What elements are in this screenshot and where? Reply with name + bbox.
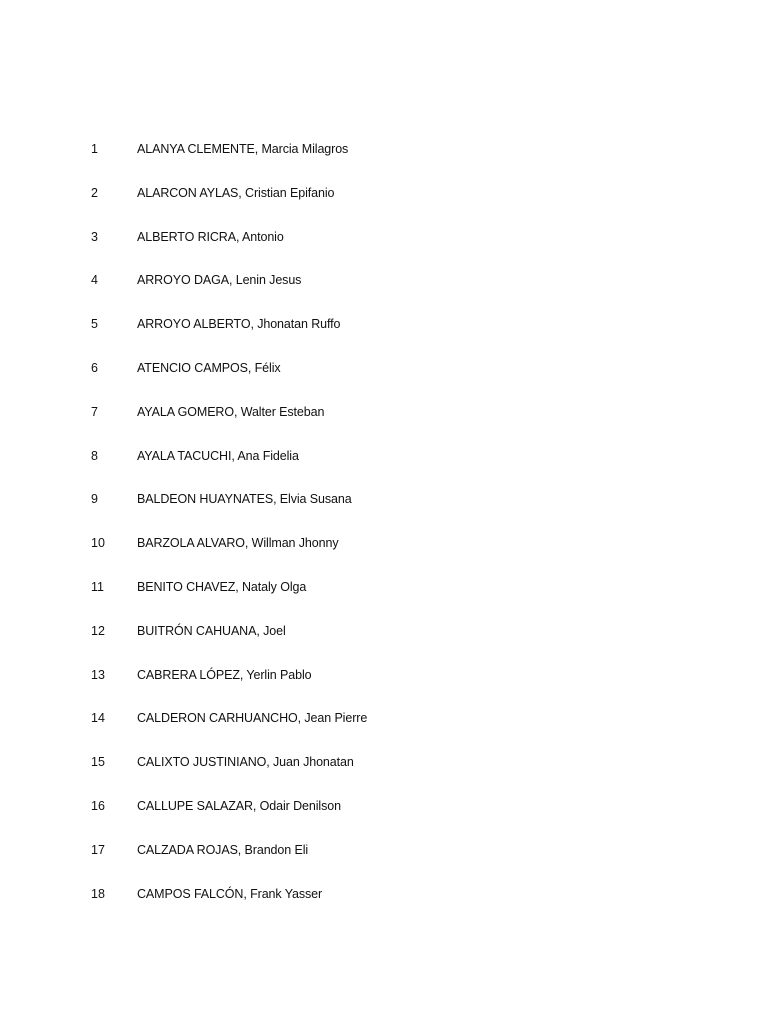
item-number: 5 bbox=[91, 317, 98, 332]
list-item bbox=[91, 140, 691, 184]
item-name: BALDEON HUAYNATES, Elvia Susana bbox=[137, 492, 352, 507]
list-item bbox=[91, 403, 691, 447]
list-item bbox=[91, 184, 691, 228]
item-name: BARZOLA ALVARO, Willman Jhonny bbox=[137, 536, 339, 551]
item-number: 10 bbox=[91, 536, 105, 551]
list-item bbox=[91, 622, 691, 666]
item-number: 13 bbox=[91, 667, 105, 682]
item-name: ARROYO DAGA, Lenin Jesus bbox=[137, 273, 302, 288]
item-number: 7 bbox=[91, 404, 98, 419]
item-number: 9 bbox=[91, 492, 98, 507]
item-number: 12 bbox=[91, 623, 105, 638]
list-item bbox=[91, 578, 691, 622]
item-number: 11 bbox=[91, 579, 104, 594]
list-item bbox=[91, 885, 691, 929]
item-name: ALBERTO RICRA, Antonio bbox=[137, 229, 284, 244]
item-name: ALARCON AYLAS, Cristian Epifanio bbox=[137, 185, 335, 200]
list-item bbox=[91, 490, 691, 534]
item-name: ATENCIO CAMPOS, Félix bbox=[137, 360, 281, 375]
item-number: 14 bbox=[91, 711, 105, 726]
item-number: 4 bbox=[91, 273, 98, 288]
item-name: CALIXTO JUSTINIANO, Juan Jhonatan bbox=[137, 755, 354, 770]
list-item bbox=[91, 228, 691, 272]
item-name: CALLUPE SALAZAR, Odair Denilson bbox=[137, 798, 341, 813]
item-number: 6 bbox=[91, 360, 98, 375]
item-name: ALANYA CLEMENTE, Marcia Milagros bbox=[137, 142, 349, 156]
list-item bbox=[91, 534, 691, 578]
item-name: BUITRÓN CAHUANA, Joel bbox=[137, 623, 286, 638]
list-item bbox=[91, 666, 691, 710]
list-item bbox=[91, 841, 691, 885]
list-item bbox=[91, 271, 691, 315]
item-number: 1 bbox=[91, 142, 98, 156]
item-number: 8 bbox=[91, 448, 98, 463]
list-item bbox=[91, 359, 691, 403]
item-name: CALDERON CARHUANCHO, Jean Pierre bbox=[137, 711, 368, 726]
item-name: CAMPOS FALCÓN, Frank Yasser bbox=[137, 886, 323, 901]
item-number: 15 bbox=[91, 755, 105, 770]
item-number: 18 bbox=[91, 886, 105, 901]
item-name: AYALA TACUCHI, Ana Fidelia bbox=[137, 448, 299, 463]
item-number: 3 bbox=[91, 229, 98, 244]
item-name: AYALA GOMERO, Walter Esteban bbox=[137, 404, 325, 419]
item-name: BENITO CHAVEZ, Nataly Olga bbox=[137, 579, 307, 594]
item-number: 17 bbox=[91, 842, 105, 857]
item-number: 16 bbox=[91, 798, 105, 813]
student-list bbox=[91, 140, 691, 928]
list-item bbox=[91, 797, 691, 841]
item-number: 2 bbox=[91, 185, 98, 200]
list-item bbox=[91, 709, 691, 753]
item-name: CABRERA LÓPEZ, Yerlin Pablo bbox=[137, 667, 312, 682]
item-name: ARROYO ALBERTO, Jhonatan Ruffo bbox=[137, 317, 341, 332]
list-item bbox=[91, 447, 691, 491]
list-item bbox=[91, 753, 691, 797]
list-item bbox=[91, 315, 691, 359]
item-name: CALZADA ROJAS, Brandon Eli bbox=[137, 842, 309, 857]
